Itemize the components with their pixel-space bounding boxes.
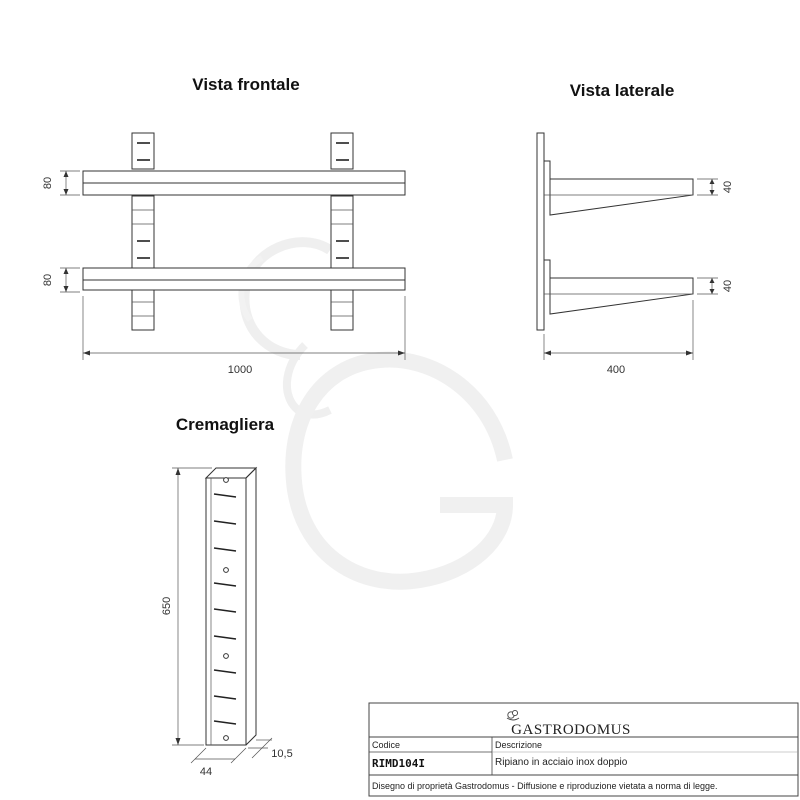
code-label: Codice bbox=[372, 740, 401, 750]
front-dim-width-label: 1000 bbox=[227, 364, 253, 376]
front-rack-left-bottom bbox=[132, 290, 154, 330]
rack-dim-height bbox=[161, 468, 212, 745]
rack-title: Cremagliera bbox=[175, 415, 275, 434]
watermark-logo bbox=[241, 242, 505, 582]
description-label: Descrizione bbox=[495, 740, 543, 750]
front-view bbox=[42, 133, 405, 376]
front-view-title: Vista frontale bbox=[192, 75, 300, 94]
side-dim-depth-label: 400 bbox=[606, 364, 626, 376]
side-dim-shelf-2 bbox=[697, 278, 734, 294]
front-dim-shelf-2-label: 80 bbox=[42, 273, 54, 287]
rack-dim-width bbox=[191, 748, 246, 778]
rack-dim-width-label: 44 bbox=[199, 766, 213, 778]
front-dim-shelf-1-label: 80 bbox=[42, 176, 54, 190]
brand-name: GASTRODOMUS bbox=[511, 722, 631, 738]
footer-notice: Disegno di proprietà Gastrodomus - Diffusione e riproduzione vietata a norma di legge. bbox=[372, 781, 718, 791]
front-rack-right-bottom bbox=[331, 290, 353, 330]
side-bracket-upper bbox=[544, 161, 693, 215]
front-dim-shelf-2 bbox=[42, 268, 80, 292]
front-rack-right-top bbox=[331, 133, 353, 169]
code-value: RIMD104I bbox=[372, 757, 425, 770]
rack-dim-height-label: 650 bbox=[161, 596, 173, 616]
description-value: Ripiano in acciaio inox doppio bbox=[495, 757, 628, 768]
side-upright bbox=[537, 133, 544, 330]
rack-body bbox=[206, 478, 246, 745]
side-view-title: Vista laterale bbox=[569, 81, 675, 100]
side-dim-shelf-2-label: 40 bbox=[722, 279, 734, 293]
side-view bbox=[537, 133, 734, 376]
title-block bbox=[369, 703, 798, 796]
side-dim-shelf-1 bbox=[697, 179, 734, 195]
front-shelf-lower bbox=[83, 268, 405, 290]
side-bracket-lower bbox=[544, 260, 693, 314]
rack-dim-depth bbox=[248, 738, 293, 760]
rack-view bbox=[161, 468, 293, 778]
rack-dim-depth-label: 10,5 bbox=[271, 748, 293, 760]
front-dim-shelf-1 bbox=[42, 171, 80, 195]
front-rack-left-top bbox=[132, 133, 154, 169]
side-dim-shelf-1-label: 40 bbox=[722, 180, 734, 194]
